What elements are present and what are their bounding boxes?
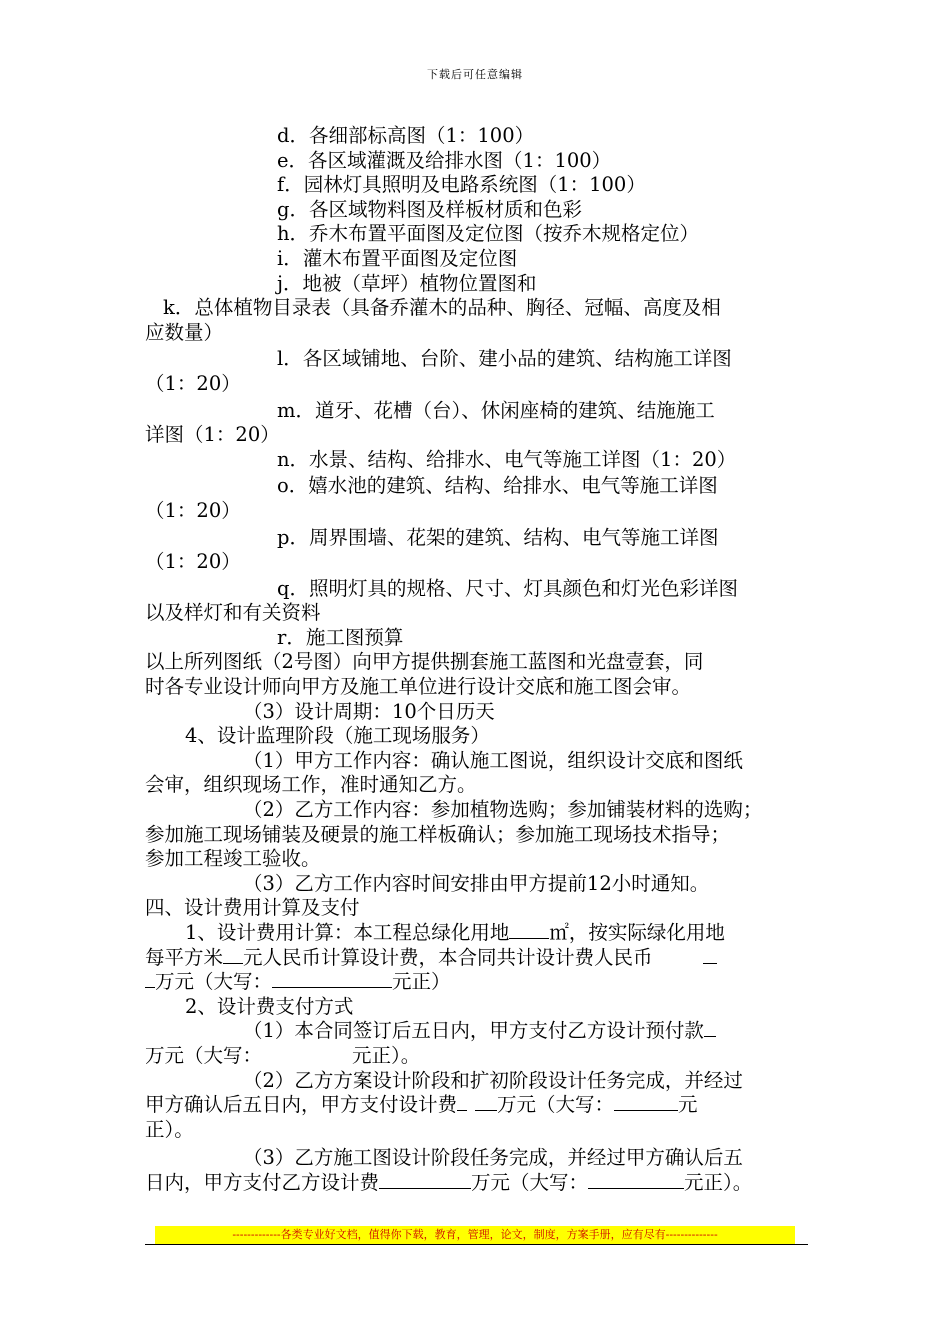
list-item-l: l．各区域铺地、台阶、建小品的建筑、结构施工详图 xyxy=(277,347,732,371)
fee-calc-line3a: 万元（大写： xyxy=(155,970,273,994)
fee-calc-line1 xyxy=(145,921,810,946)
party-a-work-cont: 会审，组织现场工作，准时通知乙方。 xyxy=(145,773,477,797)
list-item-e: e．各区域灌溉及给排水图（1：100） xyxy=(277,148,612,172)
party-a-work: （1）甲方工作内容：确认施工图说，组织设计交底和图纸 xyxy=(243,748,743,772)
blank-pay2-a xyxy=(457,1110,467,1111)
list-item-o: o．嬉水池的建筑、结构、给排水、电气等施工详图 xyxy=(277,474,718,498)
pay2-line3: 正）。 xyxy=(145,1117,194,1141)
blank-total-fee xyxy=(145,987,155,988)
party-b-work: （2）乙方工作内容：参加植物选购；参加铺装材料的选购； xyxy=(243,798,763,822)
list-item-m-cont: 详图（1：20） xyxy=(145,423,280,447)
party-b-work-cont-2: 参加工程竣工验收。 xyxy=(145,847,321,871)
pay-method-title: 2、设计费支付方式 xyxy=(185,994,354,1018)
blank-pay2-words xyxy=(614,1110,678,1111)
pay1-line2a: 万元（大写： xyxy=(145,1043,263,1067)
list-item-n: n．水景、结构、给排水、电气等施工详图（1：20） xyxy=(277,447,737,471)
fee-calc-line2 xyxy=(145,946,810,971)
blank-unit-price xyxy=(223,963,243,964)
list-item-j: j．地被（草坪）植物位置图和 xyxy=(277,271,537,295)
blank-prepay xyxy=(704,1036,716,1037)
blank-total-fee-words xyxy=(272,987,392,988)
blank-pay3-words xyxy=(588,1188,684,1189)
list-item-p: p．周界围墙、花架的建筑、结构、电气等施工详图 xyxy=(277,525,719,549)
pay2-line2 xyxy=(145,1093,810,1118)
list-item-p-cont: （1：20） xyxy=(145,550,241,574)
list-item-q: q．照明灯具的规格、尺寸、灯具颜色和灯光色彩详图 xyxy=(277,576,738,600)
section4-title: 4、设计监理阶段（施工现场服务） xyxy=(185,724,490,748)
blank-pay3 xyxy=(379,1188,471,1189)
chapter4-title: 四、设计费用计算及支付 xyxy=(145,896,360,920)
pay2-line2a: 甲方确认后五日内，甲方支付设计费 xyxy=(145,1093,458,1117)
pay3-line1: （3）乙方施工图设计阶段任务完成，并经过甲方确认后五 xyxy=(243,1146,743,1170)
pay1-line2b: 元正）。 xyxy=(352,1043,421,1067)
blank-total-fee-start xyxy=(703,963,717,964)
pay2-line2c: 元 xyxy=(678,1093,698,1117)
pay3-line2c: 元正）。 xyxy=(684,1170,753,1194)
fee-calc-line2b: 元人民币计算设计费，本合同共计设计费人民币 xyxy=(243,945,653,969)
footer-banner: -------------各类专业好文档，值得你下载，教育，管理，论文，制度，方案手册，应有尽有-------------- xyxy=(155,1226,795,1244)
list-item-k: k．总体植物目录表（具备乔灌木的品种、胸径、冠幅、高度及相 xyxy=(163,296,721,320)
list-item-q-cont: 以及样灯和有关资料 xyxy=(145,601,321,625)
list-item-l-cont: （1：20） xyxy=(145,371,241,395)
pay3-line2b: 万元（大写： xyxy=(471,1170,589,1194)
list-item-i: i．灌木布置平面图及定位图 xyxy=(277,246,518,270)
list-item-d: d．各细部标高图（1：100） xyxy=(277,124,535,147)
fee-calc-lead: 1、设计费用计算：本工程总绿化用地 xyxy=(185,921,510,944)
fee-calc-line3 xyxy=(145,970,810,995)
pay3-line2a: 日内，甲方支付乙方设计费 xyxy=(145,1170,380,1194)
pay2-line2b: 万元（大写： xyxy=(497,1093,615,1117)
party-b-work-cont-1: 参加施工现场铺装及硬景的施工样板确认；参加施工现场技术指导； xyxy=(145,822,731,846)
pay1-text: （1）本合同签订后五日内，甲方支付乙方设计预付款 xyxy=(243,1019,704,1043)
list-item-k-cont: 应数量） xyxy=(145,320,224,344)
fee-calc-line2a: 每平方米 xyxy=(145,945,224,969)
list-item-g: g．各区域物料图及样板材质和色彩 xyxy=(277,197,582,221)
list-item-f: f．园林灯具照明及电路系统图（1：100） xyxy=(277,173,646,197)
list-item-h: h．乔木布置平面图及定位图（按乔木规格定位） xyxy=(277,222,700,246)
design-period: （3）设计周期：10个日历天 xyxy=(243,699,495,723)
list-item-m: m．道牙、花槽（台）、休闲座椅的建筑、结施施工 xyxy=(277,398,715,422)
drawings-note-cont: 时各专业设计师向甲方及施工单位进行设计交底和施工图会审。 xyxy=(145,675,692,699)
list-item-o-cont: （1：20） xyxy=(145,498,241,522)
fee-calc-tail: ㎡，按实际绿化用地 xyxy=(549,921,725,944)
party-b-notice: （3）乙方工作内容时间安排由甲方提前12小时通知。 xyxy=(243,871,710,895)
blank-green-area xyxy=(509,938,549,939)
page-header: 下载后可任意编辑 xyxy=(427,68,523,81)
pay1-line2 xyxy=(145,1044,810,1069)
blank-pay2-b xyxy=(475,1110,497,1111)
pay2-line1: （2）乙方方案设计阶段和扩初阶段设计任务完成，并经过 xyxy=(243,1068,743,1092)
list-item-r: r．施工图预算 xyxy=(277,625,404,649)
pay3-line2 xyxy=(145,1171,810,1196)
footer-divider xyxy=(145,1244,808,1245)
drawings-note: 以上所列图纸（2号图）向甲方提供捌套施工蓝图和光盘壹套，同 xyxy=(145,650,704,674)
document-body xyxy=(145,124,810,1196)
fee-calc-line3b: 元正） xyxy=(392,970,451,994)
pay1-line1 xyxy=(145,1019,810,1044)
